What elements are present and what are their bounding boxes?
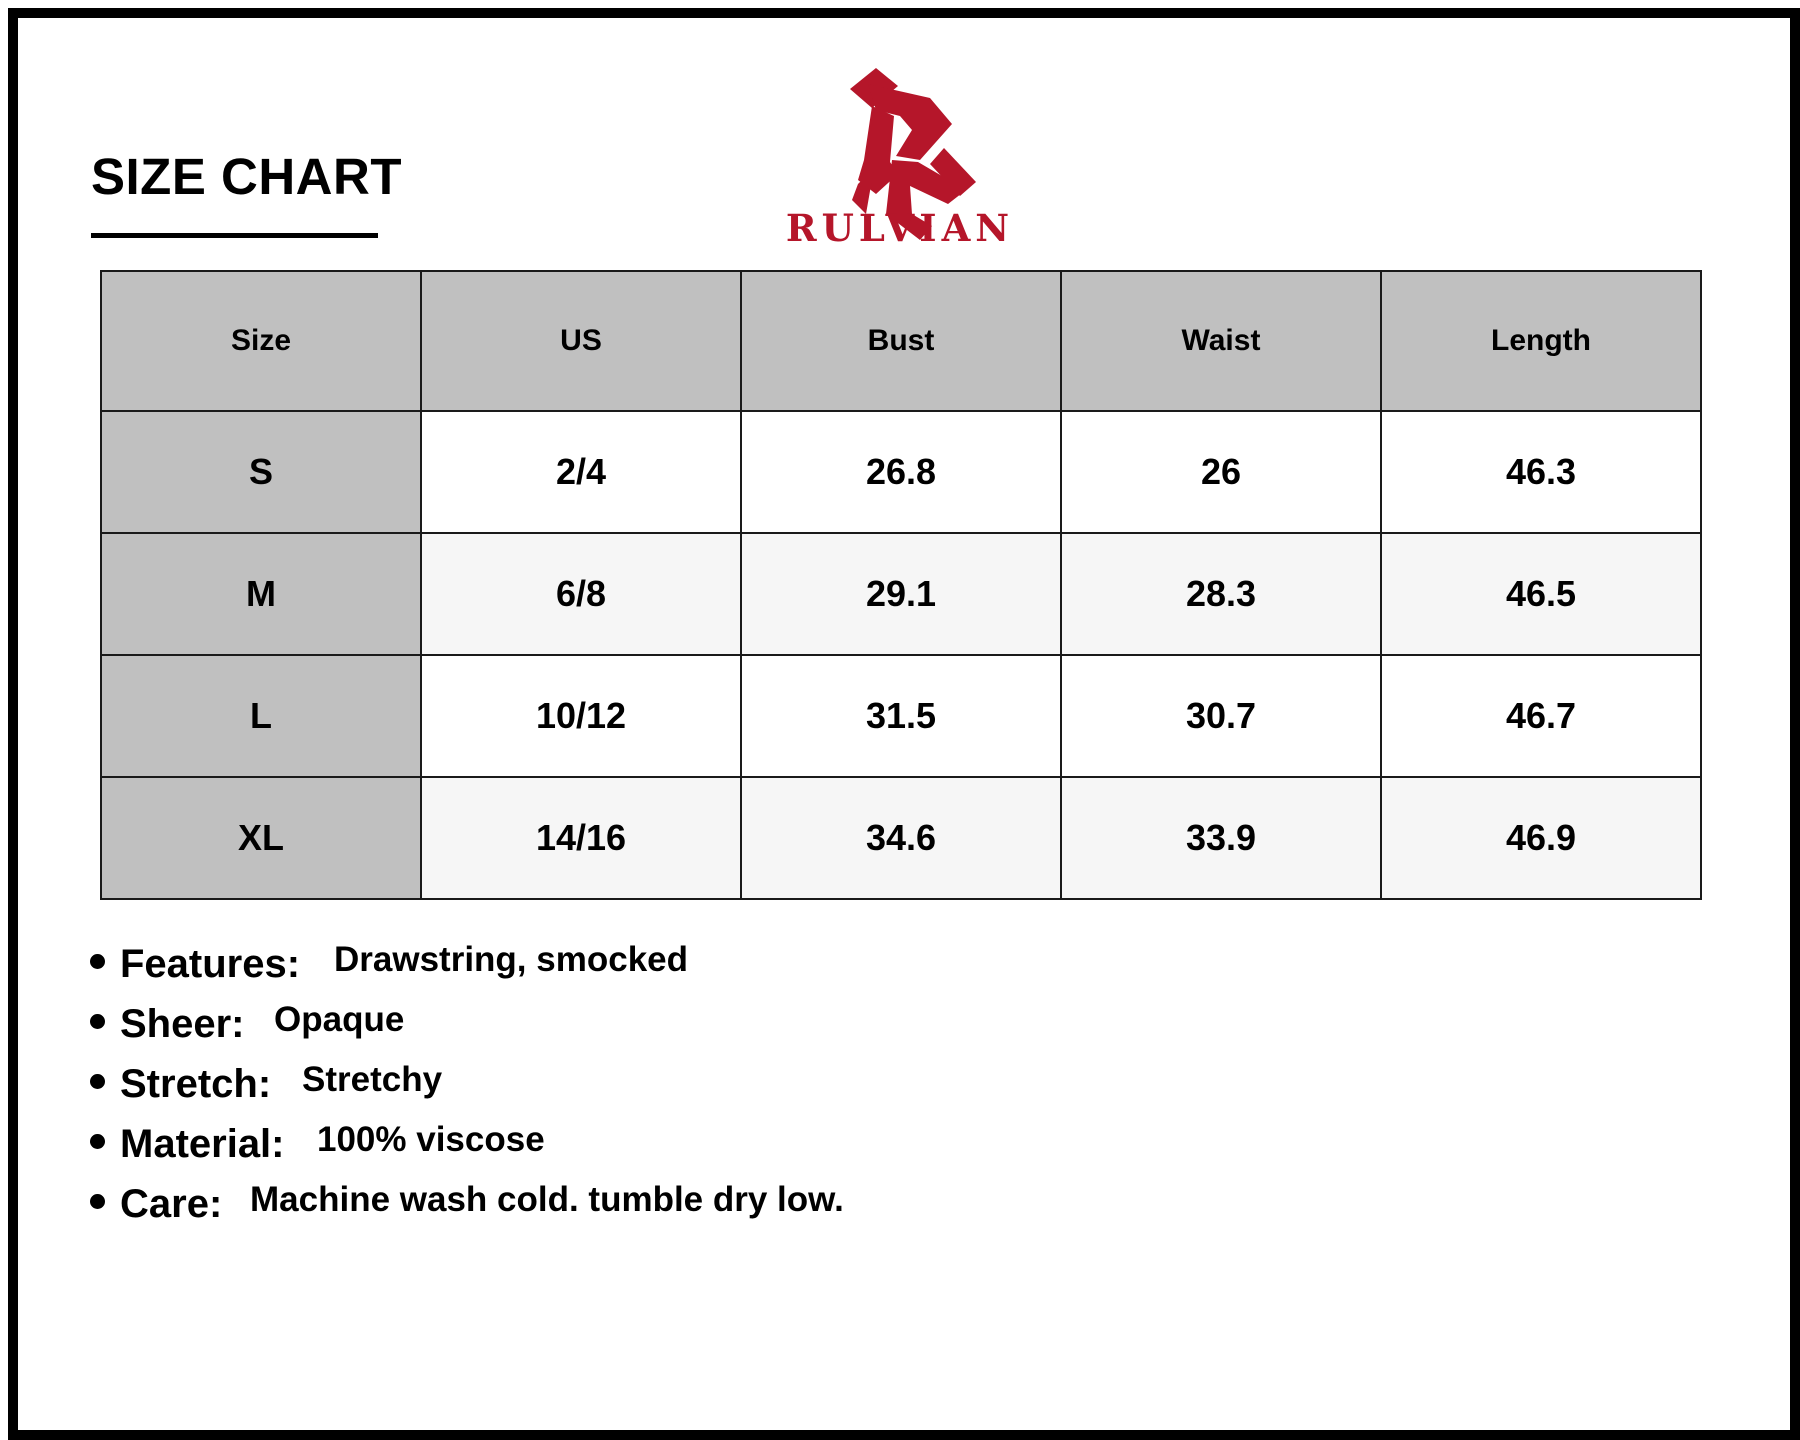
cell-us: 14/16 (421, 777, 741, 899)
title-block (91, 147, 402, 238)
cell-size: L (101, 655, 421, 777)
spec-label: Care: (120, 1182, 223, 1226)
header-bust: Bust (741, 271, 1061, 411)
spec-stretch (88, 1056, 1488, 1116)
table-header-row (101, 271, 1701, 411)
bullet-icon (90, 1134, 105, 1149)
spec-value: Machine wash cold. tumble dry low. (250, 1180, 844, 1219)
title-underline (91, 233, 378, 238)
cell-length: 46.9 (1381, 777, 1701, 899)
cell-length: 46.5 (1381, 533, 1701, 655)
spec-value: Stretchy (302, 1060, 443, 1099)
header-us: US (421, 271, 741, 411)
header-size: Size (101, 271, 421, 411)
cell-size: XL (101, 777, 421, 899)
bullet-icon (90, 1014, 105, 1029)
header-waist: Waist (1061, 271, 1381, 411)
spec-value: Drawstring, smocked (334, 940, 688, 979)
table-row (101, 777, 1701, 899)
cell-waist: 33.9 (1061, 777, 1381, 899)
cell-bust: 34.6 (741, 777, 1061, 899)
bullet-icon (90, 1074, 105, 1089)
spec-care (88, 1176, 1488, 1236)
product-specs-list (88, 936, 1488, 1236)
header-length: Length (1381, 271, 1701, 411)
bullet-icon (90, 954, 105, 969)
cell-bust: 26.8 (741, 411, 1061, 533)
page-title: SIZE CHART (91, 148, 402, 205)
spec-features (88, 936, 1488, 996)
cell-length: 46.7 (1381, 655, 1701, 777)
spec-sheer (88, 996, 1488, 1056)
spec-label: Stretch: (120, 1062, 272, 1106)
spec-label: Sheer: (120, 1002, 245, 1046)
table-row (101, 655, 1701, 777)
spec-label: Material: (120, 1122, 285, 1166)
table-row (101, 411, 1701, 533)
cell-bust: 29.1 (741, 533, 1061, 655)
cell-waist: 28.3 (1061, 533, 1381, 655)
spec-value: 100% viscose (317, 1120, 545, 1159)
cell-size: M (101, 533, 421, 655)
spec-material (88, 1116, 1488, 1176)
size-table (100, 270, 1702, 900)
cell-length: 46.3 (1381, 411, 1701, 533)
cell-us: 6/8 (421, 533, 741, 655)
cell-us: 2/4 (421, 411, 741, 533)
brand-name: RULVIAN (785, 206, 1015, 250)
cell-waist: 30.7 (1061, 655, 1381, 777)
cell-waist: 26 (1061, 411, 1381, 533)
cell-us: 10/12 (421, 655, 741, 777)
spec-label: Features: (120, 942, 301, 986)
cell-size: S (101, 411, 421, 533)
cell-bust: 31.5 (741, 655, 1061, 777)
bullet-icon (90, 1194, 105, 1209)
spec-value: Opaque (274, 1000, 405, 1039)
table-row (101, 533, 1701, 655)
